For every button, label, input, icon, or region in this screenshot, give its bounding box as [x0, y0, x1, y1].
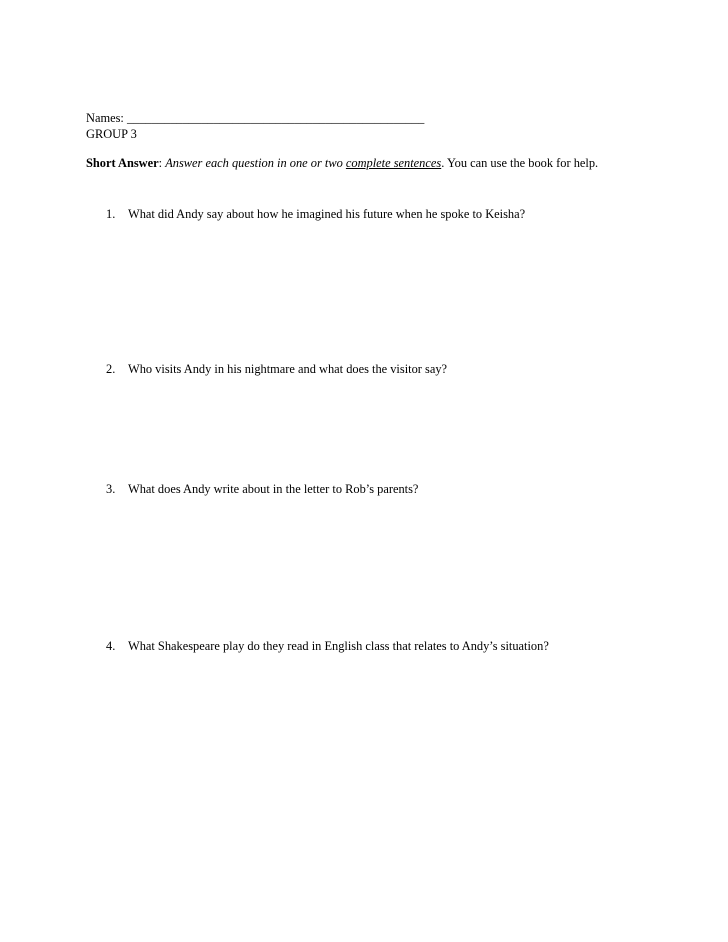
question-4	[106, 638, 549, 654]
names-blank: ________________________________________________	[126, 111, 425, 125]
instructions-italic: Answer each question in one or two	[165, 156, 343, 170]
question-3	[106, 481, 418, 497]
question-number: 2.	[106, 362, 116, 376]
question-2	[106, 361, 447, 377]
question-text: What does Andy write about in the letter to Rob’s parents?	[128, 482, 419, 496]
question-number: 4.	[106, 639, 116, 653]
question-number: 3.	[106, 482, 116, 496]
question-text: What did Andy say about how he imagined his future when he spoke to Keisha?	[128, 207, 526, 221]
names-line	[86, 110, 424, 126]
names-label: Names:	[86, 111, 124, 125]
question-1	[106, 206, 525, 222]
instructions-colon: :	[158, 156, 163, 170]
instructions-rest: . You can use the book for help.	[441, 156, 599, 170]
question-text: Who visits Andy in his nightmare and what does the visitor say?	[128, 362, 448, 376]
question-text: What Shakespeare play do they read in English class that relates to Andy’s situation?	[128, 639, 549, 653]
instructions	[86, 155, 598, 171]
group-label: GROUP 3	[86, 127, 137, 141]
question-number: 1.	[106, 207, 116, 221]
instructions-heading: Short Answer	[86, 156, 159, 170]
instructions-underlined: complete sentences	[345, 156, 442, 170]
